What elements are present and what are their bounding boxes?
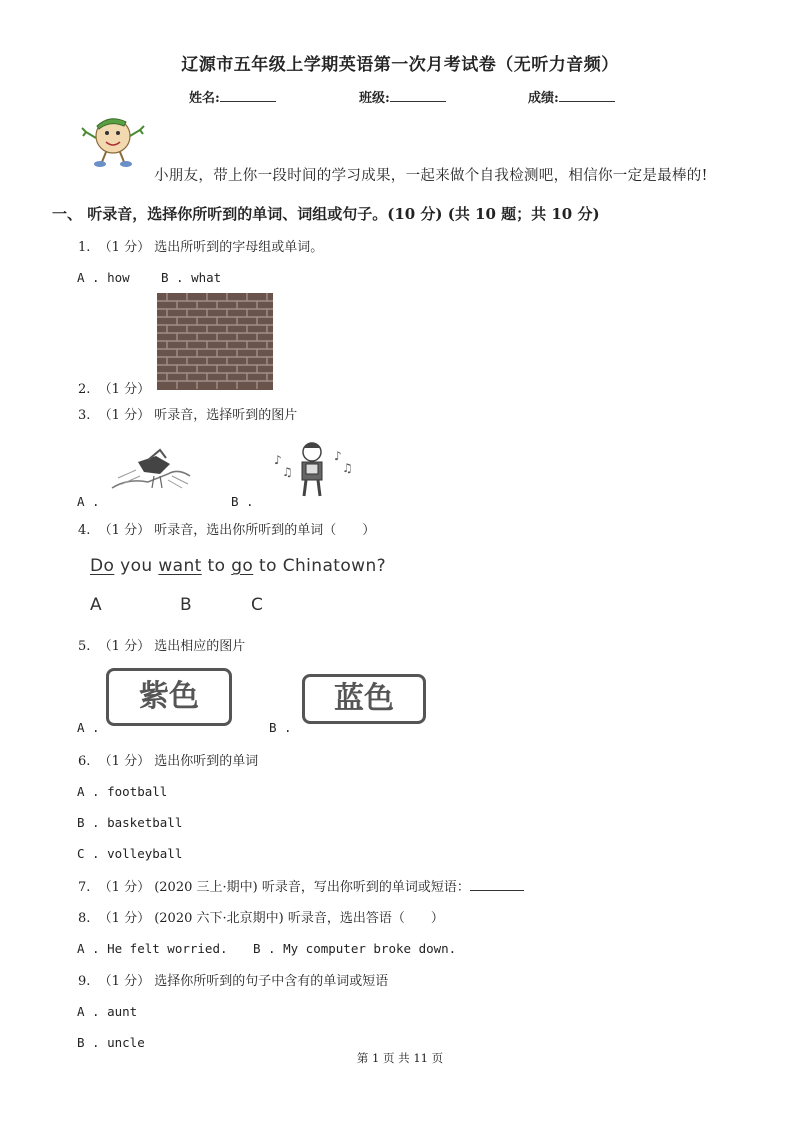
question-5: 5. （1 分） 选出相应的图片: [78, 639, 246, 654]
q6-option-c[interactable]: C . volleyball: [77, 846, 183, 861]
q1-option-b[interactable]: B . what: [161, 270, 222, 285]
word-chinatown: Chinatown?: [282, 556, 387, 576]
svg-text:♪: ♪: [274, 453, 282, 467]
cartoon-mascot-icon: [80, 114, 146, 168]
brick-wall-image: [157, 293, 273, 390]
score-label: 成绩:: [528, 91, 559, 106]
word-you: you: [120, 556, 153, 576]
page-title: 辽源市五年级上学期英语第一次月考试卷（无听力音频）: [181, 55, 619, 75]
q6-option-a[interactable]: A . football: [77, 784, 168, 799]
name-field: [189, 87, 276, 106]
svg-text:♫: ♫: [282, 465, 293, 479]
question-3: 3. （1 分） 听录音，选择听到的图片: [78, 408, 298, 423]
word-to: to: [207, 556, 226, 576]
q7-answer-blank[interactable]: [470, 879, 524, 891]
q4-letter-b[interactable]: B: [180, 595, 192, 615]
question-8: 8. （1 分） (2020 六下·北京期中) 听录音，选出答语（ ）: [78, 911, 444, 926]
q9-option-b[interactable]: B . uncle: [77, 1035, 145, 1050]
q3-option-a[interactable]: A .: [77, 494, 100, 509]
q4-letter-a[interactable]: A: [90, 595, 102, 615]
boy-singing-image: [266, 438, 358, 502]
score-blank[interactable]: [559, 89, 615, 102]
q9-option-a[interactable]: A . aunt: [77, 1004, 138, 1019]
word-to-2: to: [259, 556, 277, 576]
name-blank[interactable]: [220, 89, 276, 102]
q8-option-a[interactable]: A . He felt worried.: [77, 941, 228, 956]
class-label: 班级:: [359, 91, 390, 106]
q1-option-a[interactable]: A . how: [77, 270, 130, 285]
intro-text: 小朋友，带上你一段时间的学习成果，一起来做个自我检测吧，相信你一定是最棒的!: [154, 168, 708, 184]
class-blank[interactable]: [390, 89, 446, 102]
q6-option-b[interactable]: B . basketball: [77, 815, 183, 830]
name-label: 姓名:: [189, 91, 220, 106]
purple-word-card: 紫色: [106, 668, 232, 726]
page-footer: 第 1 页 共 11 页: [356, 1051, 444, 1065]
word-want: want: [158, 556, 202, 576]
q8-option-b[interactable]: B . My computer broke down.: [253, 941, 457, 956]
q5-option-a[interactable]: A .: [77, 720, 100, 735]
q4-letter-c[interactable]: C: [251, 595, 263, 615]
svg-text:♫: ♫: [342, 461, 353, 475]
word-go: go: [231, 556, 254, 576]
q5-option-b[interactable]: B .: [269, 720, 292, 735]
question-6: 6. （1 分） 选出你听到的单词: [78, 754, 259, 769]
q4-sentence: [90, 556, 386, 576]
question-9: 9. （1 分） 选择你所听到的句子中含有的单词或短语: [78, 974, 389, 989]
class-field: [359, 87, 446, 106]
word-do: Do: [90, 556, 115, 576]
score-field: [528, 87, 615, 106]
question-7: 7. （1 分） (2020 三上·期中) 听录音，写出你听到的单词或短语：: [78, 876, 524, 895]
question-2: 2. （1 分）: [78, 382, 151, 397]
blue-word-card: 蓝色: [302, 674, 426, 724]
svg-text:♪: ♪: [334, 449, 342, 463]
q3-option-b[interactable]: B .: [231, 494, 254, 509]
question-4: 4. （1 分） 听录音，选出你所听到的单词（ ）: [78, 523, 376, 538]
section-heading: 一、 听录音，选择你所听到的单词、词组或句子。(10 分) (共 10 题；共 10 分): [52, 205, 600, 223]
question-1: 1. （1 分） 选出所听到的字母组或单词。: [78, 240, 324, 255]
crow-drawing-image: [108, 448, 196, 498]
